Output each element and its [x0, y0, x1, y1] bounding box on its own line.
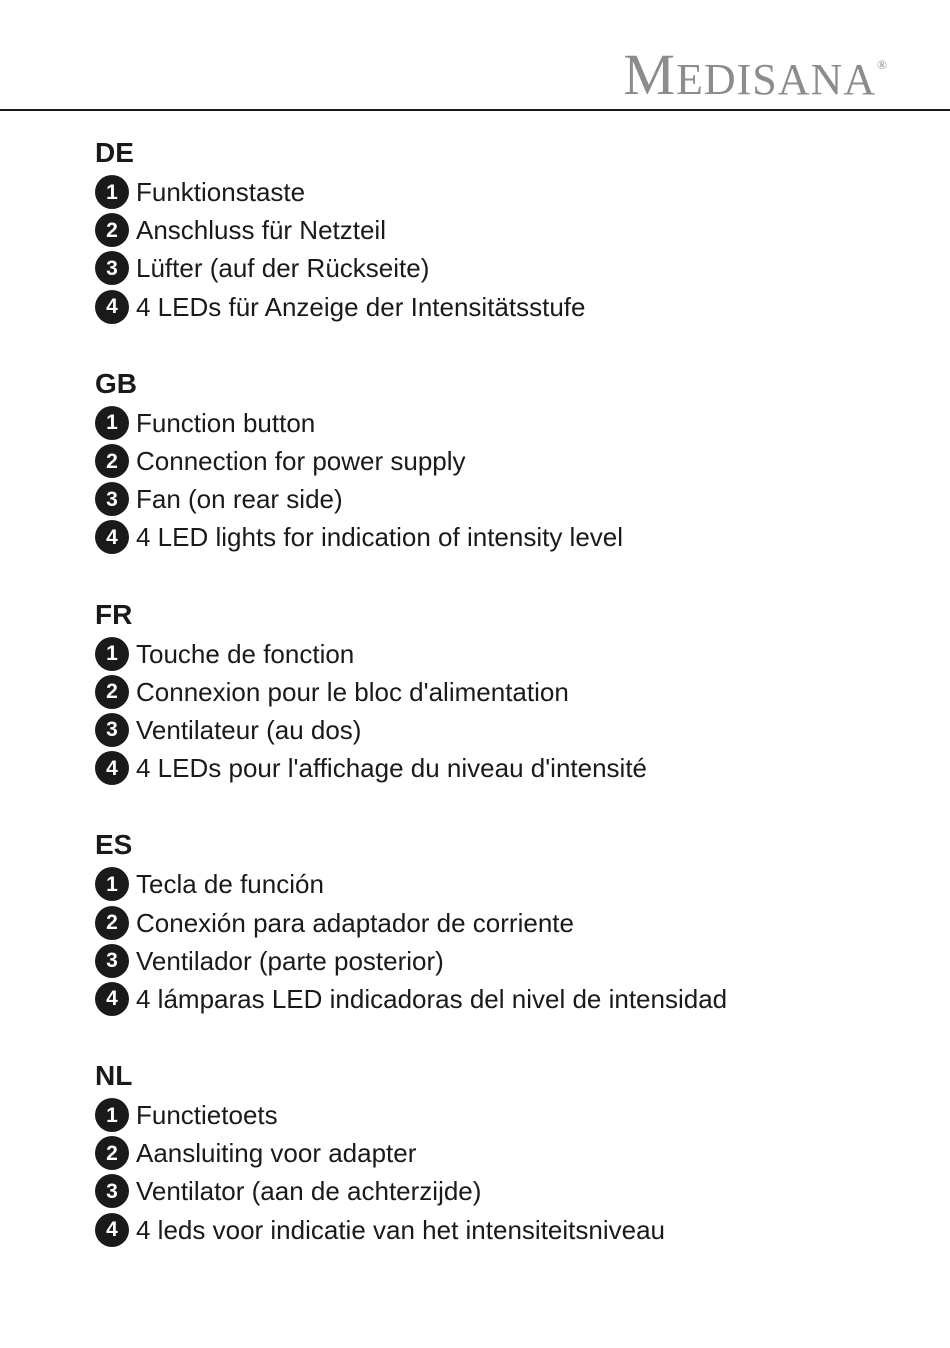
list-item — [95, 1134, 915, 1172]
number-badge: 3 — [95, 251, 129, 285]
list-item — [95, 518, 915, 556]
list-item — [95, 442, 915, 480]
number-badge: 3 — [95, 713, 129, 747]
list-item — [95, 173, 915, 211]
list-item — [95, 1096, 915, 1134]
list-item — [95, 980, 915, 1018]
number-badge: 3 — [95, 482, 129, 516]
number-badge: 4 — [95, 1213, 129, 1247]
item-label: 4 LEDs für Anzeige der Intensitätsstufe — [136, 291, 586, 322]
list-item — [95, 249, 915, 287]
item-label: Ventilador (parte posterior) — [136, 945, 444, 976]
section-de — [95, 135, 915, 326]
number-badge: 2 — [95, 1136, 129, 1170]
section-nl — [95, 1058, 915, 1249]
language-heading: GB — [95, 367, 137, 399]
number-badge: 2 — [95, 213, 129, 247]
item-label: Fan (on rear side) — [136, 484, 343, 515]
item-label: 4 LED lights for indication of intensity level — [136, 522, 624, 553]
item-label: Aansluiting voor adapter — [136, 1138, 417, 1169]
item-label: Tecla de función — [136, 869, 324, 900]
item-label: Conexión para adaptador de corriente — [136, 907, 574, 938]
list-item — [95, 288, 915, 326]
number-badge: 4 — [95, 982, 129, 1016]
language-heading: ES — [95, 829, 133, 861]
number-badge: 4 — [95, 290, 129, 324]
item-label: 4 LEDs pour l'affichage du niveau d'intensité — [136, 753, 648, 784]
language-heading: FR — [95, 598, 133, 630]
list-item — [95, 1211, 915, 1249]
number-badge: 1 — [95, 1098, 129, 1132]
item-label: Connection for power supply — [136, 446, 466, 477]
item-label: Anschluss für Netzteil — [136, 215, 386, 246]
list-item — [95, 404, 915, 442]
number-badge: 1 — [95, 867, 129, 901]
number-badge: 1 — [95, 637, 129, 671]
number-badge: 2 — [95, 675, 129, 709]
item-label: 4 lámparas LED indicadoras del nivel de intensidad — [136, 983, 728, 1014]
item-label: Ventilateur (au dos) — [136, 714, 362, 745]
list-item — [95, 480, 915, 518]
list-item — [95, 711, 915, 749]
list-item — [95, 942, 915, 980]
item-label: Touche de fonction — [136, 638, 355, 669]
header-divider — [0, 109, 950, 111]
parts-legend — [95, 135, 915, 1289]
section-fr — [95, 597, 915, 788]
list-item — [95, 635, 915, 673]
number-badge: 2 — [95, 444, 129, 478]
list-item — [95, 903, 915, 941]
item-label: Lüfter (auf der Rückseite) — [136, 253, 430, 284]
number-badge: 4 — [95, 520, 129, 554]
item-label: Functietoets — [136, 1100, 278, 1131]
language-heading: DE — [95, 137, 134, 168]
number-badge: 1 — [95, 175, 129, 209]
section-gb — [95, 366, 915, 557]
item-label: Connexion pour le bloc d'alimentation — [136, 676, 569, 707]
item-label: Funktionstaste — [136, 177, 306, 208]
list-item — [95, 749, 915, 787]
number-badge: 1 — [95, 406, 129, 440]
logo-initial: M — [623, 42, 676, 107]
number-badge: 4 — [95, 751, 129, 785]
list-item — [95, 1172, 915, 1210]
medisana-logo — [623, 42, 888, 107]
item-label: Function button — [136, 407, 316, 438]
list-item — [95, 673, 915, 711]
logo-rest: EDISANA — [676, 55, 877, 104]
number-badge: 3 — [95, 944, 129, 978]
number-badge: 2 — [95, 906, 129, 940]
list-item — [95, 211, 915, 249]
language-heading: NL — [95, 1060, 133, 1091]
number-badge: 3 — [95, 1174, 129, 1208]
registered-mark: ® — [877, 57, 888, 72]
section-es — [95, 827, 915, 1018]
item-label: 4 leds voor indicatie van het intensiteitsniveau — [136, 1214, 665, 1245]
item-label: Ventilator (aan de achterzijde) — [136, 1176, 482, 1207]
list-item — [95, 865, 915, 903]
